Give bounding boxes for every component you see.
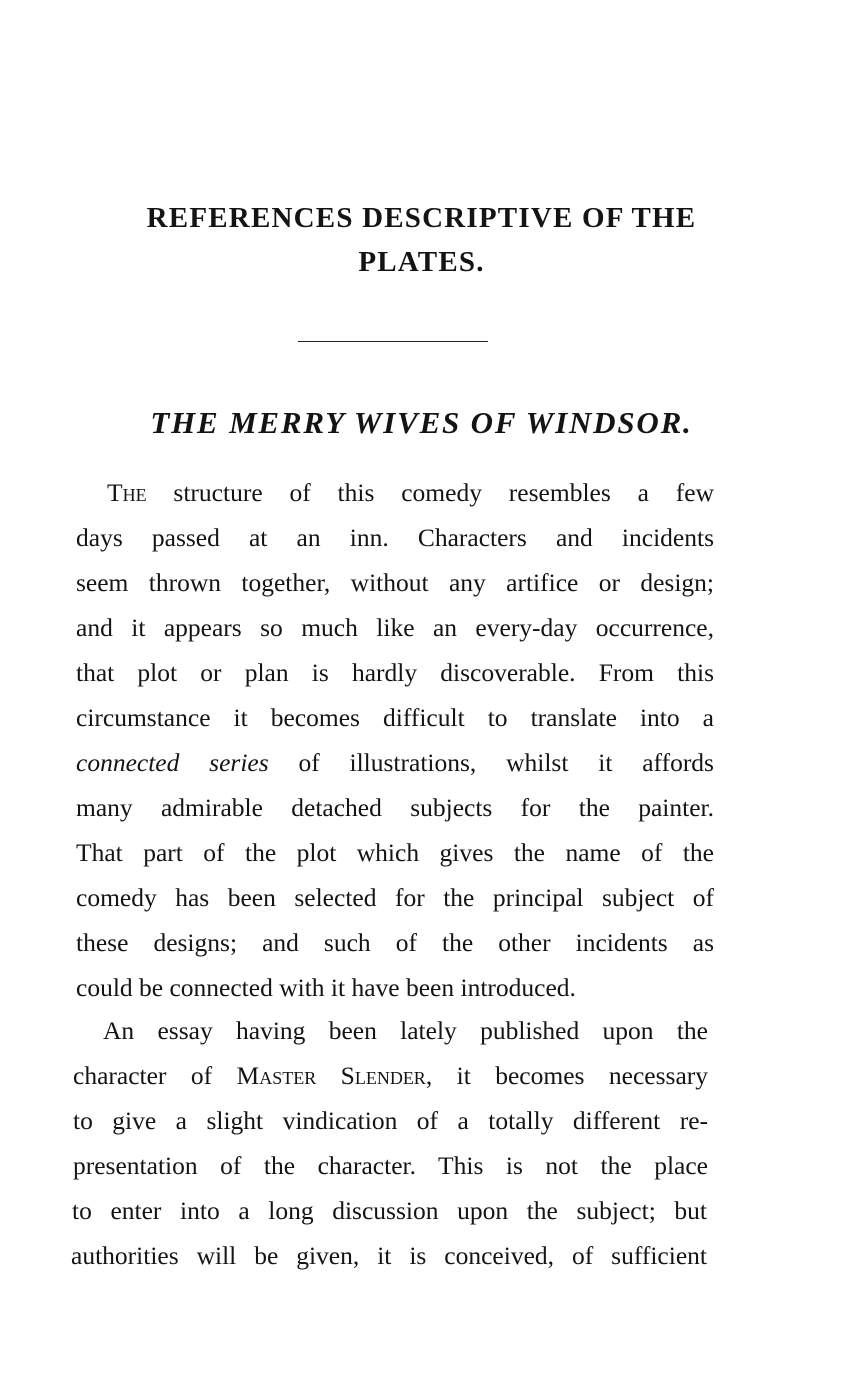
italic-phrase: connected series	[76, 748, 269, 777]
paragraph-1-line-9: That part of the plot which gives the name of the	[76, 838, 714, 867]
section-heading-line-1: REFERENCES DESCRIPTIVE OF THE	[146, 202, 697, 234]
line-text: structure of this comedy resembles a few	[146, 478, 714, 507]
paragraph-1-line-4: and it appears so much like an every-day occurrence,	[76, 613, 714, 642]
paragraph-1-line-8: many admirable detached subjects for the painter.	[76, 793, 714, 822]
paragraph-1-line-3: seem thrown together, without any artifice or design;	[76, 568, 714, 597]
section-heading-line-2: PLATES.	[358, 246, 485, 278]
divider-rule	[298, 341, 488, 342]
paragraph-1-line-12: could be connected with it have been introduced.	[76, 973, 576, 1002]
paragraph-1-line-11: these designs; and such of the other incidents as	[76, 928, 714, 957]
section-heading	[60, 196, 783, 284]
paragraph-2-line-3: to give a slight vindication of a totally different re-	[73, 1106, 708, 1135]
paragraph-2-line-6: authorities will be given, it is conceived, of sufficient	[71, 1241, 707, 1270]
paragraph-1-line-10: comedy has been selected for the principal subject of	[76, 883, 714, 912]
line-text: , it becomes necessary	[425, 1061, 709, 1090]
paragraph-2-line-5: to enter into a long discussion upon the subject; but	[72, 1196, 707, 1225]
paragraph-1-line-2: days passed at an inn. Characters and incidents	[76, 523, 714, 552]
paragraph-1-line-7	[76, 740, 714, 785]
line-text: of illustrations, whilst it affords	[268, 748, 714, 777]
drop-word: The	[107, 478, 147, 507]
paragraph-1-line-6: circumstance it becomes difficult to translate into a	[76, 703, 714, 732]
paragraph-1-line-1	[107, 470, 714, 515]
character-name: Master Slender	[236, 1061, 426, 1090]
paragraph-2-line-2	[73, 1053, 708, 1098]
play-title: THE MERRY WIVES OF WINDSOR.	[150, 405, 693, 440]
paragraph-2-line-4: presentation of the character. This is not the place	[73, 1151, 708, 1180]
paragraph-2-line-1: An essay having been lately published upon the	[103, 1016, 708, 1045]
paragraph-1-line-5: that plot or plan is hardly discoverable. From this	[76, 658, 714, 687]
line-text: character of	[73, 1061, 237, 1090]
